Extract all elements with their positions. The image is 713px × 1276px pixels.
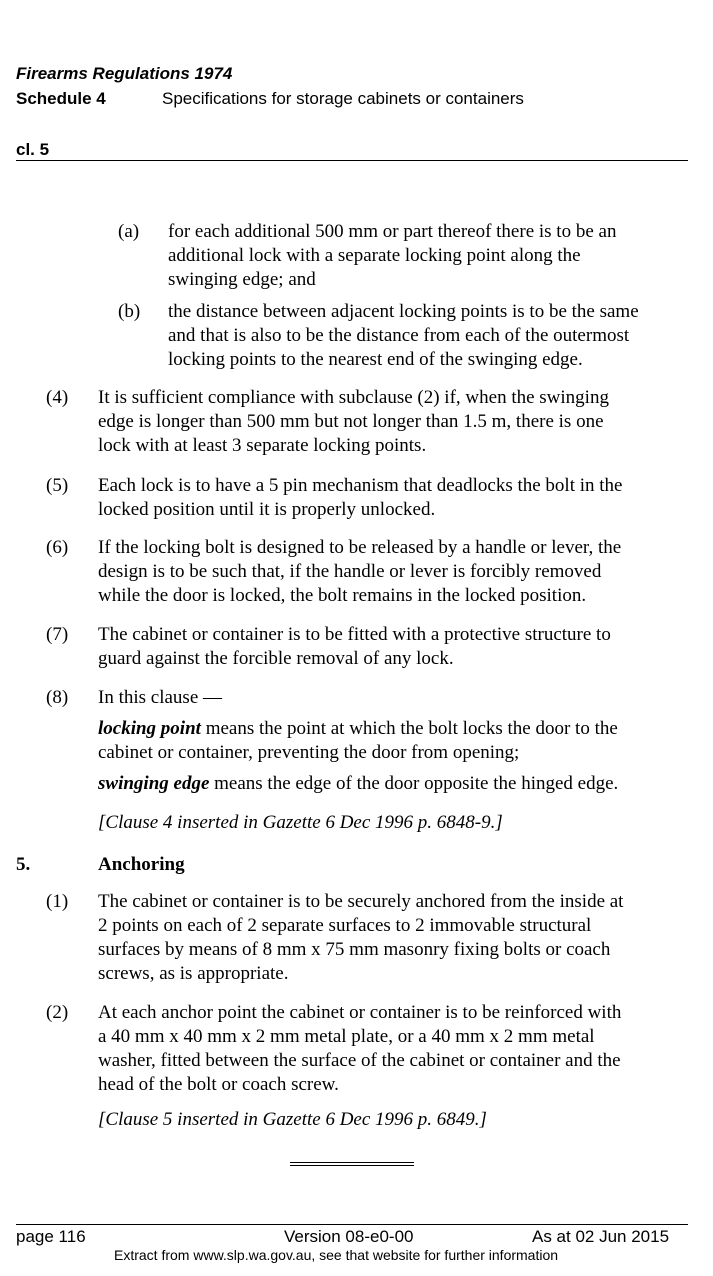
definition-locking-point: locking point means the point at which the bolt locks the door to the cabinet or container, preventing the door from opening; xyxy=(98,718,618,763)
subclause-4-label: (4) xyxy=(46,387,69,408)
subclause-8-intro: In this clause — xyxy=(98,687,223,708)
clause-reference: cl. 5 xyxy=(16,140,50,159)
paragraph-b-label: (b) xyxy=(118,301,141,322)
paragraph-a-label: (a) xyxy=(118,221,140,242)
clause-5-heading: Anchoring xyxy=(98,854,185,875)
schedule-number: Schedule 4 xyxy=(16,89,106,108)
end-rule-top xyxy=(290,1162,414,1163)
defined-term-swinging-edge: swinging edge xyxy=(98,773,210,794)
extract-notice: Extract from www.slp.wa.gov.au, see that website for further information xyxy=(114,1247,559,1263)
schedule-description: Specifications for storage cabinets or containers xyxy=(162,89,524,108)
clause-5-subclause-2-text: At each anchor point the cabinet or container is to be reinforced with a 40 mm x 40 mm x 2 mm metal plate, or a 40 mm x 2 mm metal washer, fitted between the surface of the cabinet or container and the head of the bolt or coach screw. xyxy=(98,1002,622,1095)
defined-term-locking-point: locking point xyxy=(98,718,201,739)
clause-5-subclause-2-label: (2) xyxy=(46,1002,69,1023)
clause-5-history-note: [Clause 5 inserted in Gazette 6 Dec 1996 p. 6849.] xyxy=(98,1109,487,1130)
subclause-5-text: Each lock is to have a 5 pin mechanism that deadlocks the bolt in the locked position until it is properly unlocked. xyxy=(98,475,623,520)
header-divider xyxy=(16,160,688,161)
clause-5-subclause-1-text: The cabinet or container is to be securely anchored from the inside at 2 points on each of 2 separate surfaces to 2 immovable structural surfaces by means of 8 mm x 75 mm masonry fixing bolts or coach screws, as is appropriate. xyxy=(98,891,624,984)
subclause-7-label: (7) xyxy=(46,624,69,645)
subclause-7-text: The cabinet or container is to be fitted with a protective structure to guard against the forcible removal of any lock. xyxy=(98,624,611,669)
page-number: page 116 xyxy=(16,1227,86,1246)
clause-5-number: 5. xyxy=(16,854,31,875)
version-label: Version 08-e0-00 xyxy=(284,1227,414,1246)
clause-4-history-note: [Clause 4 inserted in Gazette 6 Dec 1996 p. 6848-9.] xyxy=(98,812,503,833)
as-at-date: As at 02 Jun 2015 xyxy=(532,1227,670,1246)
end-rule-bottom xyxy=(290,1165,414,1166)
clause-5-subclause-1-label: (1) xyxy=(46,891,69,912)
footer-divider xyxy=(16,1224,688,1225)
subclause-4-text: It is sufficient compliance with subclause (2) if, when the swinging edge is longer than 500 mm but not longer than 1.5 m, there is one lock with at least 3 separate locking points. xyxy=(98,387,609,456)
act-title: Firearms Regulations 1974 xyxy=(16,64,233,83)
paragraph-a-text: for each additional 500 mm or part thereof there is to be an additional lock with a separate locking point along the swinging edge; and xyxy=(168,221,617,290)
subclause-6-label: (6) xyxy=(46,537,69,558)
subclause-5-label: (5) xyxy=(46,475,69,496)
paragraph-b-text: the distance between adjacent locking points is to be the same and that is also to be the distance from each of the outermost locking points to the nearest end of the swinging edge. xyxy=(168,301,639,370)
subclause-8-label: (8) xyxy=(46,687,69,708)
definition-swinging-edge: swinging edge means the edge of the door opposite the hinged edge. xyxy=(98,773,619,794)
subclause-6-text: If the locking bolt is designed to be released by a handle or lever, the design is to be such that, if the handle or lever is forcibly removed while the door is locked, the bolt remains in the locked position. xyxy=(98,537,622,606)
